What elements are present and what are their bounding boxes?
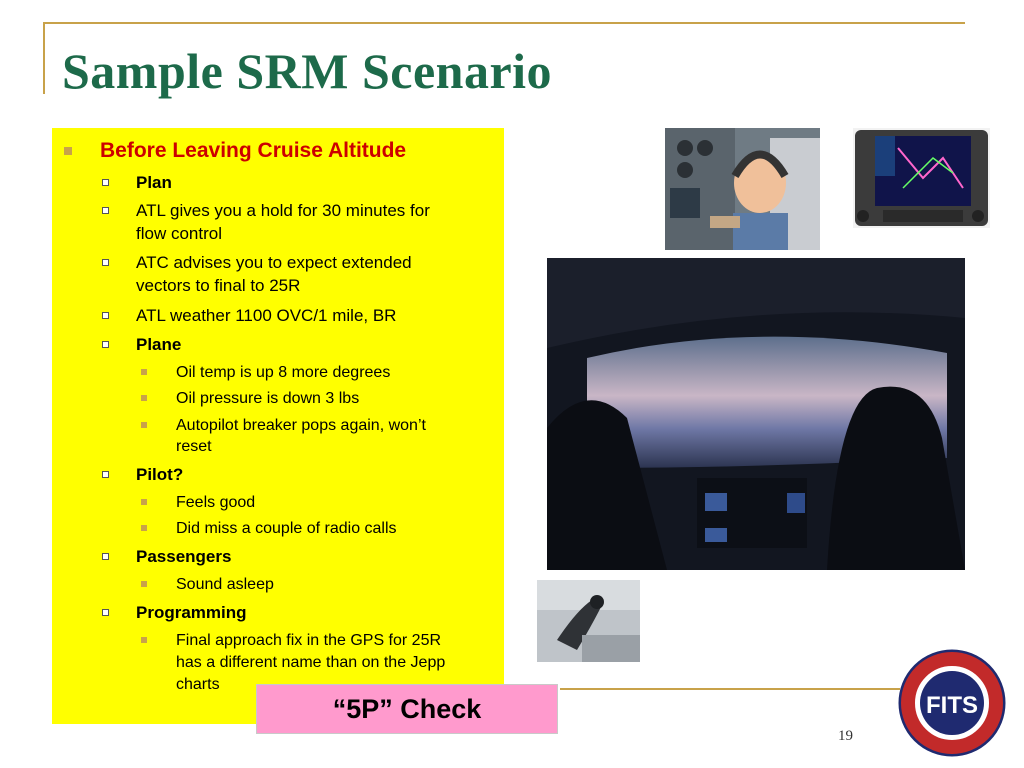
square-bullet-icon bbox=[141, 637, 147, 643]
plane-item-text: reset bbox=[176, 438, 212, 455]
heading-row bbox=[64, 138, 406, 164]
checkbox-bullet-icon bbox=[102, 179, 109, 186]
plan-item-text: vectors to final to 25R bbox=[136, 276, 301, 295]
square-bullet-icon bbox=[141, 369, 147, 375]
five-p-check-box bbox=[256, 684, 558, 734]
slide-number: 19 bbox=[838, 728, 853, 744]
pilot-item bbox=[141, 518, 397, 539]
plan-item-text: flow control bbox=[136, 224, 222, 243]
left-divider-line bbox=[43, 22, 45, 94]
plane-label: Plane bbox=[136, 335, 182, 354]
passengers-item-text: Sound asleep bbox=[176, 576, 274, 593]
programming-label: Programming bbox=[136, 603, 247, 622]
cockpit-dusk-photo bbox=[547, 258, 965, 570]
passengers-item bbox=[141, 574, 274, 595]
child-pilot-photo bbox=[665, 128, 820, 250]
checkbox-bullet-icon bbox=[102, 609, 109, 616]
checkbox-bullet-icon bbox=[102, 207, 109, 214]
square-bullet-icon bbox=[141, 422, 147, 428]
plane-item-text: Oil temp is up 8 more degrees bbox=[176, 364, 391, 381]
plan-item-text: ATL gives you a hold for 30 minutes for bbox=[136, 201, 430, 220]
plane-item-text: Oil pressure is down 3 lbs bbox=[176, 390, 360, 407]
pilot-row bbox=[102, 464, 183, 486]
programming-item-text: has a different name than on the Jepp bbox=[176, 654, 446, 671]
programming-item bbox=[141, 630, 441, 651]
plan-label: Plan bbox=[136, 173, 172, 192]
checkbox-bullet-icon bbox=[102, 553, 109, 560]
plan-row bbox=[102, 172, 172, 194]
top-divider-line bbox=[43, 22, 965, 24]
plane-item-text: Autopilot breaker pops again, won’t bbox=[176, 417, 426, 434]
plane-item bbox=[141, 388, 359, 409]
plan-item bbox=[102, 252, 412, 274]
checkbox-bullet-icon bbox=[102, 259, 109, 266]
gps-unit-photo bbox=[853, 128, 990, 228]
programming-row bbox=[102, 602, 247, 624]
square-bullet-icon bbox=[64, 147, 72, 155]
slide-title: Sample SRM Scenario bbox=[62, 43, 553, 99]
pilot-item-text: Feels good bbox=[176, 494, 256, 511]
plane-item bbox=[141, 362, 390, 383]
pilot-item-text: Did miss a couple of radio calls bbox=[176, 520, 397, 537]
plan-item bbox=[102, 200, 430, 222]
passengers-row bbox=[102, 546, 231, 568]
programming-item-text: Final approach fix in the GPS for 25R bbox=[176, 632, 442, 649]
programming-item-text: charts bbox=[176, 676, 220, 693]
plan-item-text: ATL weather 1100 OVC/1 mile, BR bbox=[136, 306, 397, 325]
svg-text:FITS: FITS bbox=[926, 692, 978, 719]
pilot-item bbox=[141, 492, 255, 513]
checkbox-bullet-icon bbox=[102, 312, 109, 319]
plane-row bbox=[102, 334, 181, 356]
plane-item bbox=[141, 415, 426, 436]
bottom-divider-line bbox=[560, 688, 900, 690]
passengers-label: Passengers bbox=[136, 547, 232, 566]
plan-item-text: ATC advises you to expect extended bbox=[136, 253, 412, 272]
checkbox-bullet-icon bbox=[102, 341, 109, 348]
five-p-check-label: “5P” Check bbox=[332, 693, 482, 724]
square-bullet-icon bbox=[141, 525, 147, 531]
square-bullet-icon bbox=[141, 581, 147, 587]
pilot-label: Pilot? bbox=[136, 465, 184, 484]
plan-item bbox=[102, 305, 396, 327]
control-yoke-photo bbox=[537, 580, 640, 662]
square-bullet-icon bbox=[141, 395, 147, 401]
fits-logo bbox=[897, 648, 1007, 758]
section-heading: Before Leaving Cruise Altitude bbox=[100, 139, 407, 162]
square-bullet-icon bbox=[141, 499, 147, 505]
checkbox-bullet-icon bbox=[102, 471, 109, 478]
